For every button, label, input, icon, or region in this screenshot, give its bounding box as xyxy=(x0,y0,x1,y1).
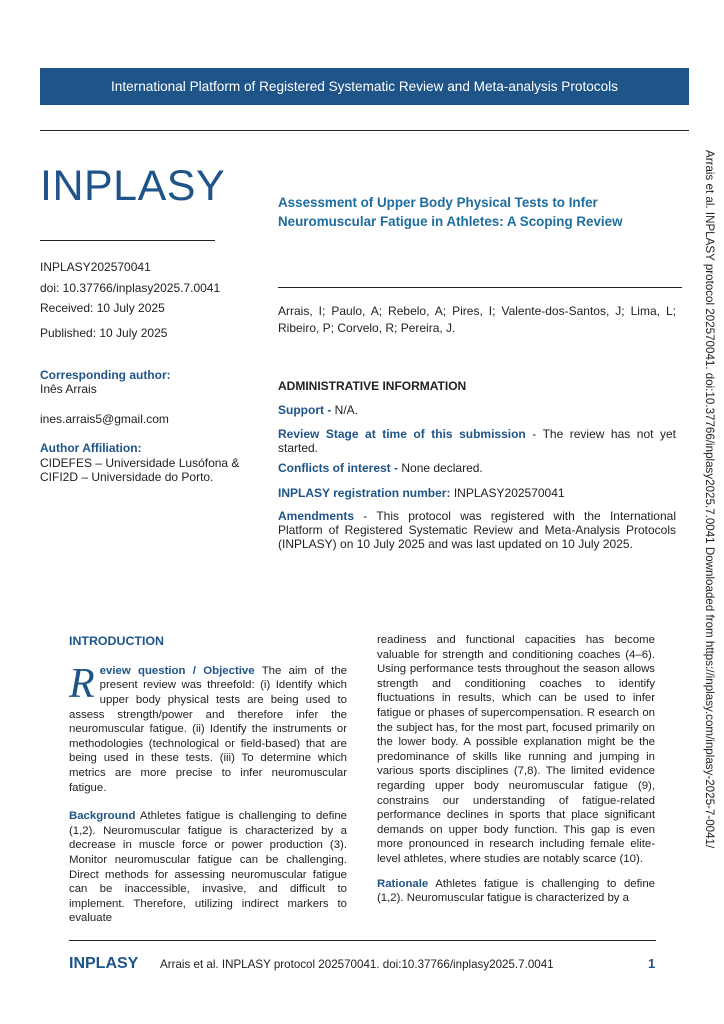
continued-paragraph: readiness and functional capacities has become valuable for strength and conditioning coaches (4–6). Using performance tests throughout the season allows strength and conditioning coaches to identify fluctuations in results, which can be used to infer fatigue or phases of supercompensation. R esearch on the subject has, for the most part, focused primarily on the lower body. A possible explanation might be the predominance of skills like running and jumping in various sports disciplines (7,8). The limited evidence regarding upper body neuromuscular fatigue (9), constrains our understanding of fatigue-related performance declines in sports that place significant demands on upper body function. This gap is even more pronounced in research including female elite-level athletes, where studies are notably scarce (10). xyxy=(377,634,655,865)
header-banner xyxy=(40,68,689,105)
column-left xyxy=(69,634,347,935)
column-right xyxy=(377,633,655,915)
published-date: Published: 10 July 2025 xyxy=(40,326,168,340)
brand-logo: INPLASY xyxy=(40,162,226,210)
received-date: Received: 10 July 2025 xyxy=(40,301,165,315)
banner-text: International Platform of Registered Systematic Review and Meta-analysis Protocols xyxy=(111,79,618,94)
title-divider xyxy=(278,287,682,288)
doi-text: doi: 10.37766/inplasy2025.7.0041 xyxy=(40,281,221,295)
corresponding-email[interactable]: ines.arrais5@gmail.com xyxy=(40,412,169,426)
amendments: Amendments - This protocol was registered with the International Platform of Registered Systematic Review and Meta-Analysis Protocols (INPLASY) on 10 July 2025 and was last updated on 10 July 2025. xyxy=(278,509,676,551)
rationale-paragraph: Rationale Athletes fatigue is challenging to define (1,2). Neuromuscular fatigue is characterized by a xyxy=(377,877,655,905)
affiliation-text: CIDEFES – Universidade Lusófona & CIFI2D – Universidade do Porto. xyxy=(40,456,240,485)
review-stage: Review Stage at time of this submission - The review has not yet started. xyxy=(278,427,676,455)
side-download-note: Arrais et al. INPLASY protocol 202570041. doi:10.37766/inplasy2025.7.0041 Downloaded from https://inplasy.com/inplasy-2025-7-0041/ xyxy=(703,150,716,849)
drop-cap: R xyxy=(69,660,95,707)
corresponding-heading: Corresponding author: xyxy=(40,368,171,382)
review-question-paragraph: Review question / Objective The aim of the present review was threefold: (i) Identify which upper body physical tests are being used to assess strength/power and therefore infer the neuromuscular fatigue. (ii) Identify the instruments or methodologies (technological or field-based) that are being used in these tests. (iii) To determine which metrics are more precise to infer neuromuscular fatigue. xyxy=(69,660,347,794)
affiliation-heading: Author Affiliation: xyxy=(40,441,142,455)
conflicts-line: Conflicts of interest - None declared. xyxy=(278,461,483,475)
article-title: Assessment of Upper Body Physical Tests to Infer Neuromuscular Fatigue in Athletes: A Scoping Review xyxy=(278,195,623,230)
registration-id: INPLASY202570041 xyxy=(40,260,151,274)
admin-heading: ADMINISTRATIVE INFORMATION xyxy=(278,379,467,393)
background-paragraph: Background Athletes fatigue is challenging to define (1,2). Neuromuscular fatigue is characterized by a decrease in muscle force or power production (3). Monitor neuromuscular fatigue can be challenging. Direct methods for assessing neuromuscular fatigue can be inaccessible, invasive, and difficult to implement. Therefore, utilizing indirect markers to evaluate xyxy=(69,810,347,925)
logo-underline xyxy=(40,240,215,241)
support-line: Support - N/A. xyxy=(278,403,359,417)
footer-divider xyxy=(69,940,656,941)
author-list: Arrais, I; Paulo, A; Rebelo, A; Pires, I; Valente-dos-Santos, J; Lima, L; Ribeiro, P; Corvelo, R; Pereira, J. xyxy=(278,304,676,335)
footer-logo: INPLASY xyxy=(69,955,139,972)
registration-number: INPLASY registration number: INPLASY202570041 xyxy=(278,486,565,500)
footer-citation: Arrais et al. INPLASY protocol 202570041. doi:10.37766/inplasy2025.7.0041 xyxy=(160,958,554,971)
introduction-heading: INTRODUCTION xyxy=(69,634,164,648)
top-divider xyxy=(40,130,689,131)
page-number: 1 xyxy=(648,956,656,971)
corresponding-name: Inês Arrais xyxy=(40,382,97,396)
